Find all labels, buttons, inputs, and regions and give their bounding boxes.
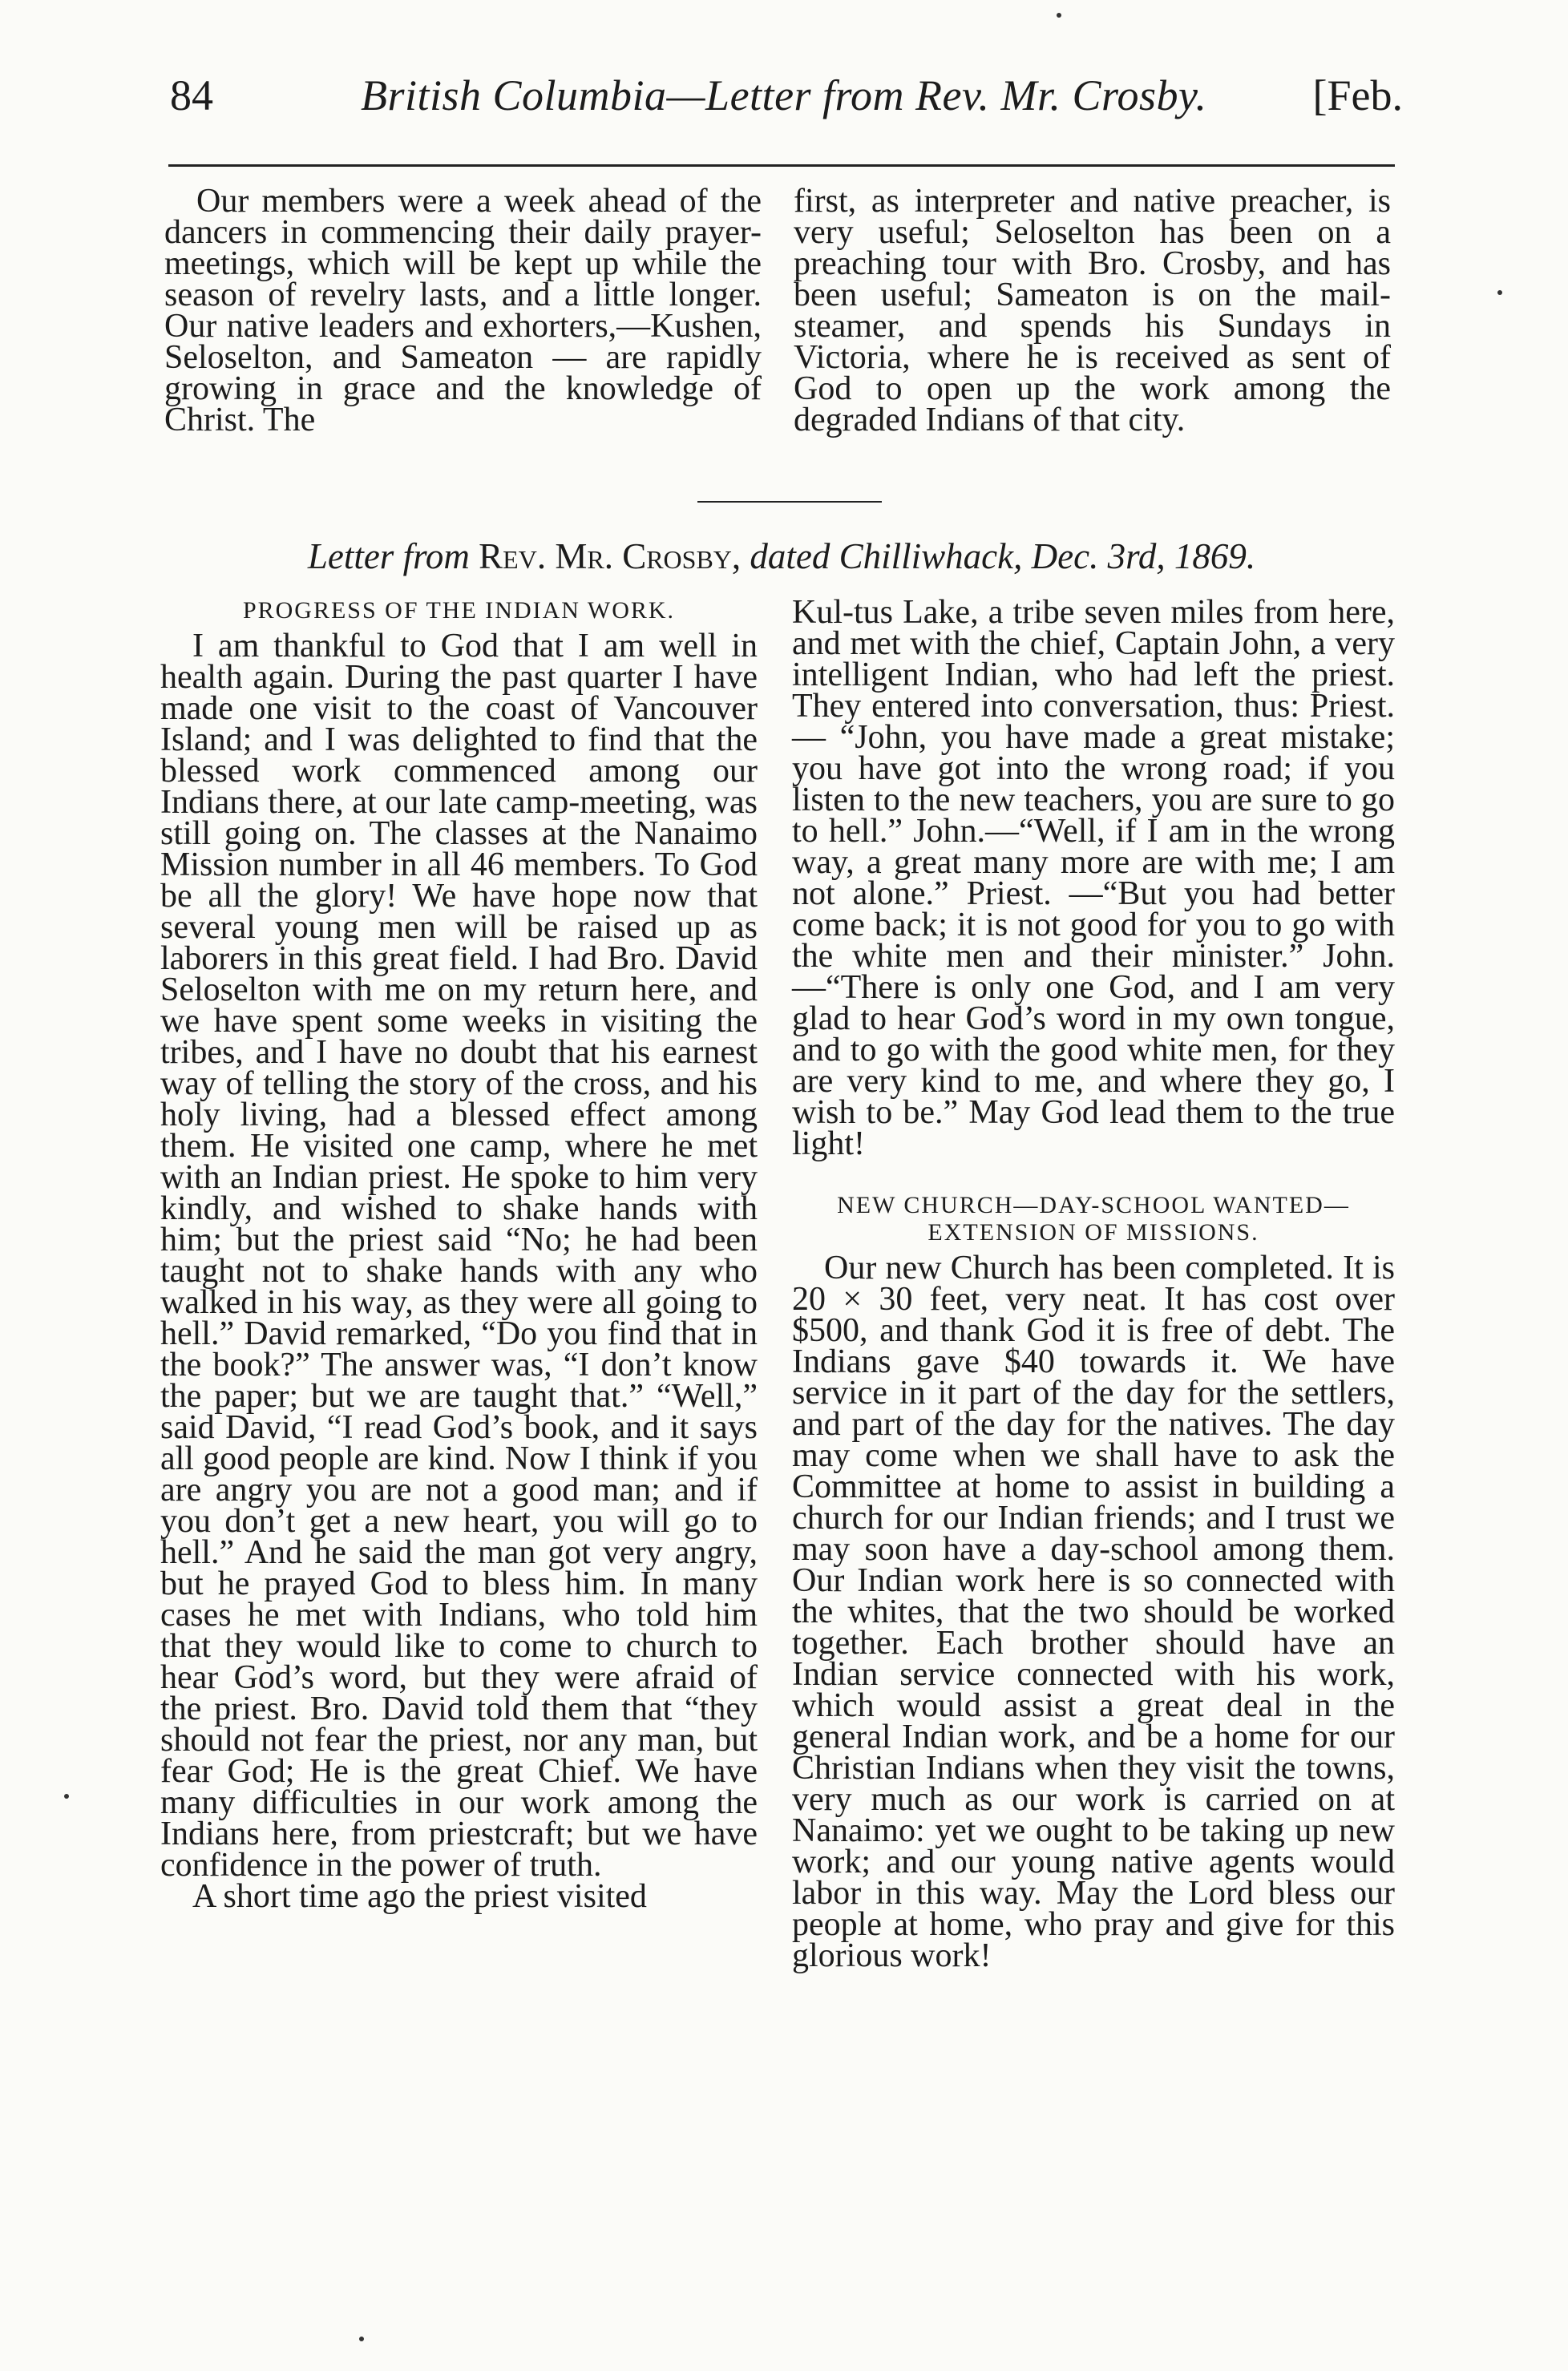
paragraph-priest-start: A short time ago the priest visited [192,1878,647,1915]
paragraph-progress: I am thankful to God that I am well in health again. During the past quarter I have made one visit to the coast of Vancouver Island; and I was delighted to find that the blessed work commenced among our Indians there, at our late camp-meeting, was still going on. The classes at the Nanaimo Mission number in all 46 members. To God be all the glory! We have hope now that several young men will be raised up as laborers in this great field. I had Bro. David Seloselton with me on my return here, and we have spent some weeks in visiting the tribes, and I have no doubt that his earnest way of telling the story of the cross, and his holy living, had a blessed effect among them. He visited one camp, where he met with an Indian priest. He spoke to him very kindly, and wished to shake hands with him; but the priest said “No; he had been taught not to shake hands with any who walked in his way, as they were all going to hell.” David remarked, “Do you find that in the book?” The answer was, “I don’t know the paper; but we are taught that.” “Well,” said David, “I read God’s book, and it says all good people are kind. Now I think if you are angry you are not a good man; and if you don’t get a new heart, you will go to hell.” And he said the man got very angry, but he prayed God to bless him. In many cases he met with Indians, who told him that they would like to come to church to hear God’s word, but they were afraid of the priest. Bro. David told them that “they should not fear the priest, nor any man, but fear God; He is the great Chief. We have many difficulties in our work among the Indians here, from priestcraft; but we have confidence in the power of truth. [160,628,758,1884]
continued-paragraph-right: first, as interpreter and native preacher, is very useful; Seloselton has been on a preaching tour with Bro. Crosby, and has been useful; Sameaton is on the mail-steamer, and spends his Sundays in Victoria, where he is received as sent of God to open up the work among the degraded Indians of that city. [794,183,1391,438]
letter-heading [160,535,1403,577]
paragraph-new-church: Our new Church has been completed. It is 20 × 30 feet, very neat. It has cost over $500, and thank God it is free of debt. The Indians gave $40 towards it. We have service in it part of the day for the settlers, and part of the day for the natives. The day may come when we shall have to ask the Committee at home to assist in building a church for our Indian friends; and I trust we may soon have a day-school among them. Our Indian work here is so connected with the whites, that the two should be worked together. Each brother should have an Indian service connected with his work, which would assist a great deal in the general Indian work, and be a home for our Christian Indians when they visit the towns, very much as our work is carried on at Nanaimo: yet we ought to be taking up new work; and our young native agents would labor in this way. May the Lord bless our people at home, who pray and give for this glorious work! [792,1250,1395,1974]
letter-heading-date: dated Chilliwhack, Dec. 3rd, 1869. [750,536,1256,576]
section-divider [697,501,882,503]
letter-heading-name: Rev. Mr. Crosby, [479,536,742,576]
section-heading-church-line2: EXTENSION OF MISSIONS. [927,1219,1259,1246]
letter-heading-prefix: Letter from [307,536,470,576]
header-rule [168,164,1395,167]
continued-text-right [794,183,1391,438]
print-speck [1057,13,1061,18]
section-heading-progress: PROGRESS OF THE INDIAN WORK. [242,597,676,624]
section-heading-church [792,1192,1395,1246]
section-heading-church-line1: NEW CHURCH—DAY-SCHOOL WANTED— [837,1192,1350,1218]
body-column-right [792,594,1395,1974]
running-head [160,71,1403,127]
body-column-left [160,597,758,1913]
print-speck [64,1794,69,1799]
print-speck [1497,290,1502,295]
running-month: [Feb. [1312,71,1403,119]
print-speck [359,2337,364,2341]
continued-text-left [164,183,762,438]
page-number: 84 [170,71,213,119]
paragraph-priest-continued: Kul-tus Lake, a tribe seven miles from here, and met with the chief, Captain John, a very intelligent Indian, who had left the priest. They entered into conversation, thus: Priest. — “John, you have made a great mistake; you have got into the wrong road; if you listen to the new teachers, you are sure to go to hell.” John.—“Well, if I am in the wrong way, a great many more are with me; I am not alone.” Priest. —“But you had better come back; it is not good for you to go with the white men and their minister.” John. —“There is only one God, and I am very glad to hear God’s word in my own tongue, and to go with the good white men, for they are very kind to me, and where they go, I wish to be.” May God lead them to the true light! [792,594,1395,1162]
running-title: British Columbia—Letter from Rev. Mr. Crosby. [361,71,1207,119]
continued-paragraph-left: Our members were a week ahead of the dancers in commencing their daily prayer-meetings, which will be kept up while the season of revelry lasts, and a little longer. Our native leaders and exhorters,—Kushen, Seloselton, and Sameaton — are rapidly growing in grace and the knowledge of Christ. The [164,183,762,438]
